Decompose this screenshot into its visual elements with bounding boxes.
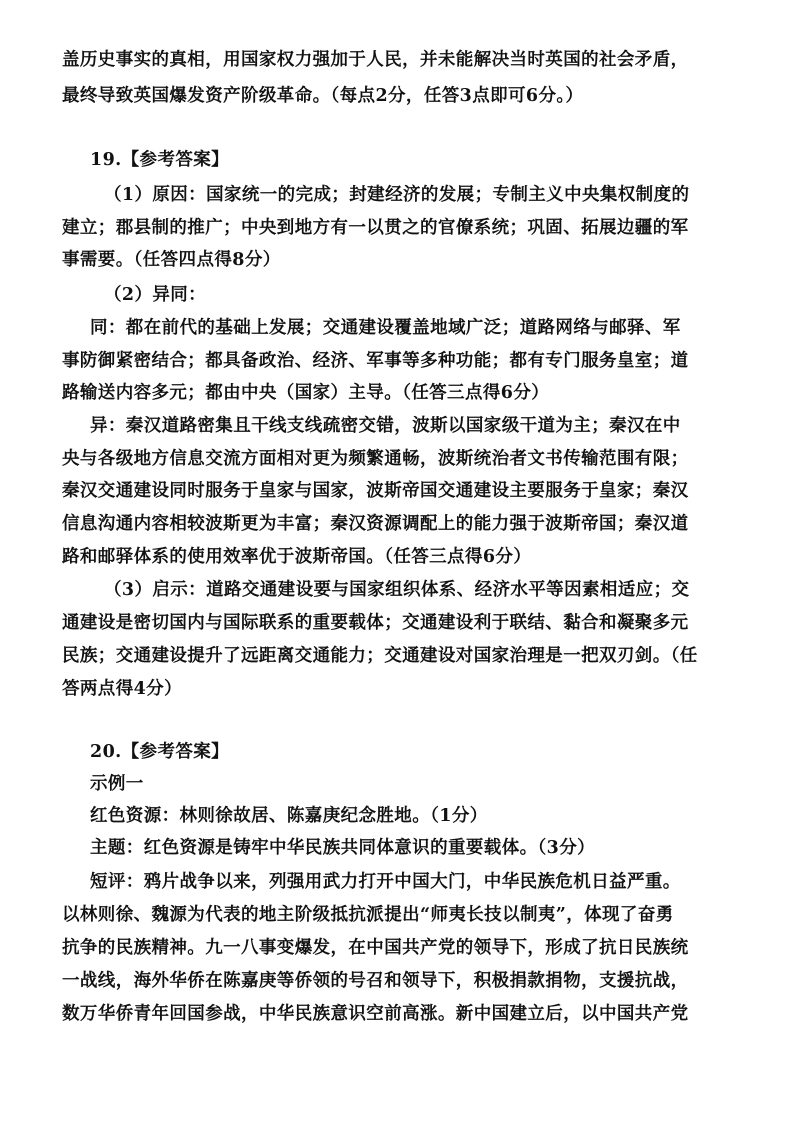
q20-comment-line: 以林则徐、魏源为代表的地主阶级抵抗派提出“师夷长技以制夷”，体现了奋勇 — [62, 905, 674, 925]
q19-same-line: 同：都在前代的基础上发展；交通建设覆盖地域广泛；道路网络与邮驿、军 — [90, 318, 681, 338]
q19-part3-line: （3）启示：道路交通建设要与国家组织体系、经济水平等因素相适应；交 — [104, 580, 690, 600]
q20-theme: 主题：红色资源是铸牢中华民族共同体意识的重要载体。（3分） — [90, 838, 596, 858]
q20-resource: 红色资源：林则徐故居、陈嘉庚纪念胜地。（1分） — [90, 806, 488, 826]
q19-diff-line: 路和邮驿体系的使用效率优于波斯帝国。（任答三点得6分） — [62, 547, 532, 567]
q19-diff-line: 信息沟通内容相较波斯更为丰富；秦汉资源调配上的能力强于波斯帝国；秦汉道 — [62, 514, 689, 534]
q20-comment-line: 数万华侨青年回国参战，中华民族意识空前高涨。新中国建立后，以中国共产党 — [62, 1004, 689, 1024]
q19-diff-line: 秦汉交通建设同时服务于皇家与国家，波斯帝国交通建设主要服务于皇家；秦汉 — [62, 481, 689, 501]
q19-part3-line: 答两点得4分） — [62, 679, 182, 699]
intro-line: 盖历史事实的真相，用国家权力强加于人民，并未能解决当时英国的社会矛盾， — [62, 50, 689, 70]
q19-part3-line: 民族；交通建设提升了远距离交通能力；交通建设对国家治理是一把双刃剑。（任 — [62, 646, 698, 666]
q20-comment-line: 一战线，海外华侨在陈嘉庚等侨领的号召和领导下，积极捐款捐物，支援抗战， — [62, 971, 689, 991]
q20-comment-line: 短评：鸦片战争以来，列强用武力打开中国大门，中华民族危机日益严重。 — [90, 872, 681, 892]
q19-part2-label: （2）异同： — [104, 285, 207, 305]
q19-diff-line: 央与各级地方信息交流方面相对更为频繁通畅，波斯统治者文书传输范围有限； — [62, 449, 689, 469]
intro-line: 最终导致英国爆发资产阶级革命。（每点2分，任答3点即可6分。） — [62, 86, 584, 106]
q19-heading: 19.【参考答案】 — [90, 150, 230, 170]
q20-example-label: 示例一 — [90, 774, 144, 794]
q19-same-line: 事防御紧密结合；都具备政治、经济、军事等多种功能；都有专门服务皇室；道 — [62, 351, 689, 371]
q20-heading: 20.【参考答案】 — [90, 742, 230, 762]
q19-part1-line: （1）原因：国家统一的完成；封建经济的发展；专制主义中央集权制度的 — [104, 185, 690, 205]
q19-part1-line: 事需要。（任答四点得8分） — [62, 250, 281, 270]
q19-diff-line: 异：秦汉道路密集且干线支线疏密交错，波斯以国家级干道为主；秦汉在中 — [90, 416, 681, 436]
q20-comment-line: 抗争的民族精神。九一八事变爆发，在中国共产党的领导下，形成了抗日民族统 — [62, 938, 689, 958]
q19-same-line: 路输送内容多元；都由中央（国家）主导。（任答三点得6分） — [62, 383, 550, 403]
q19-part1-line: 建立；郡县制的推广；中央到地方有一以贯之的官僚系统；巩固、拓展边疆的军 — [62, 218, 689, 238]
q19-part3-line: 通建设是密切国内与国际联系的重要载体；交通建设利于联结、黏合和凝聚多元 — [62, 613, 689, 633]
